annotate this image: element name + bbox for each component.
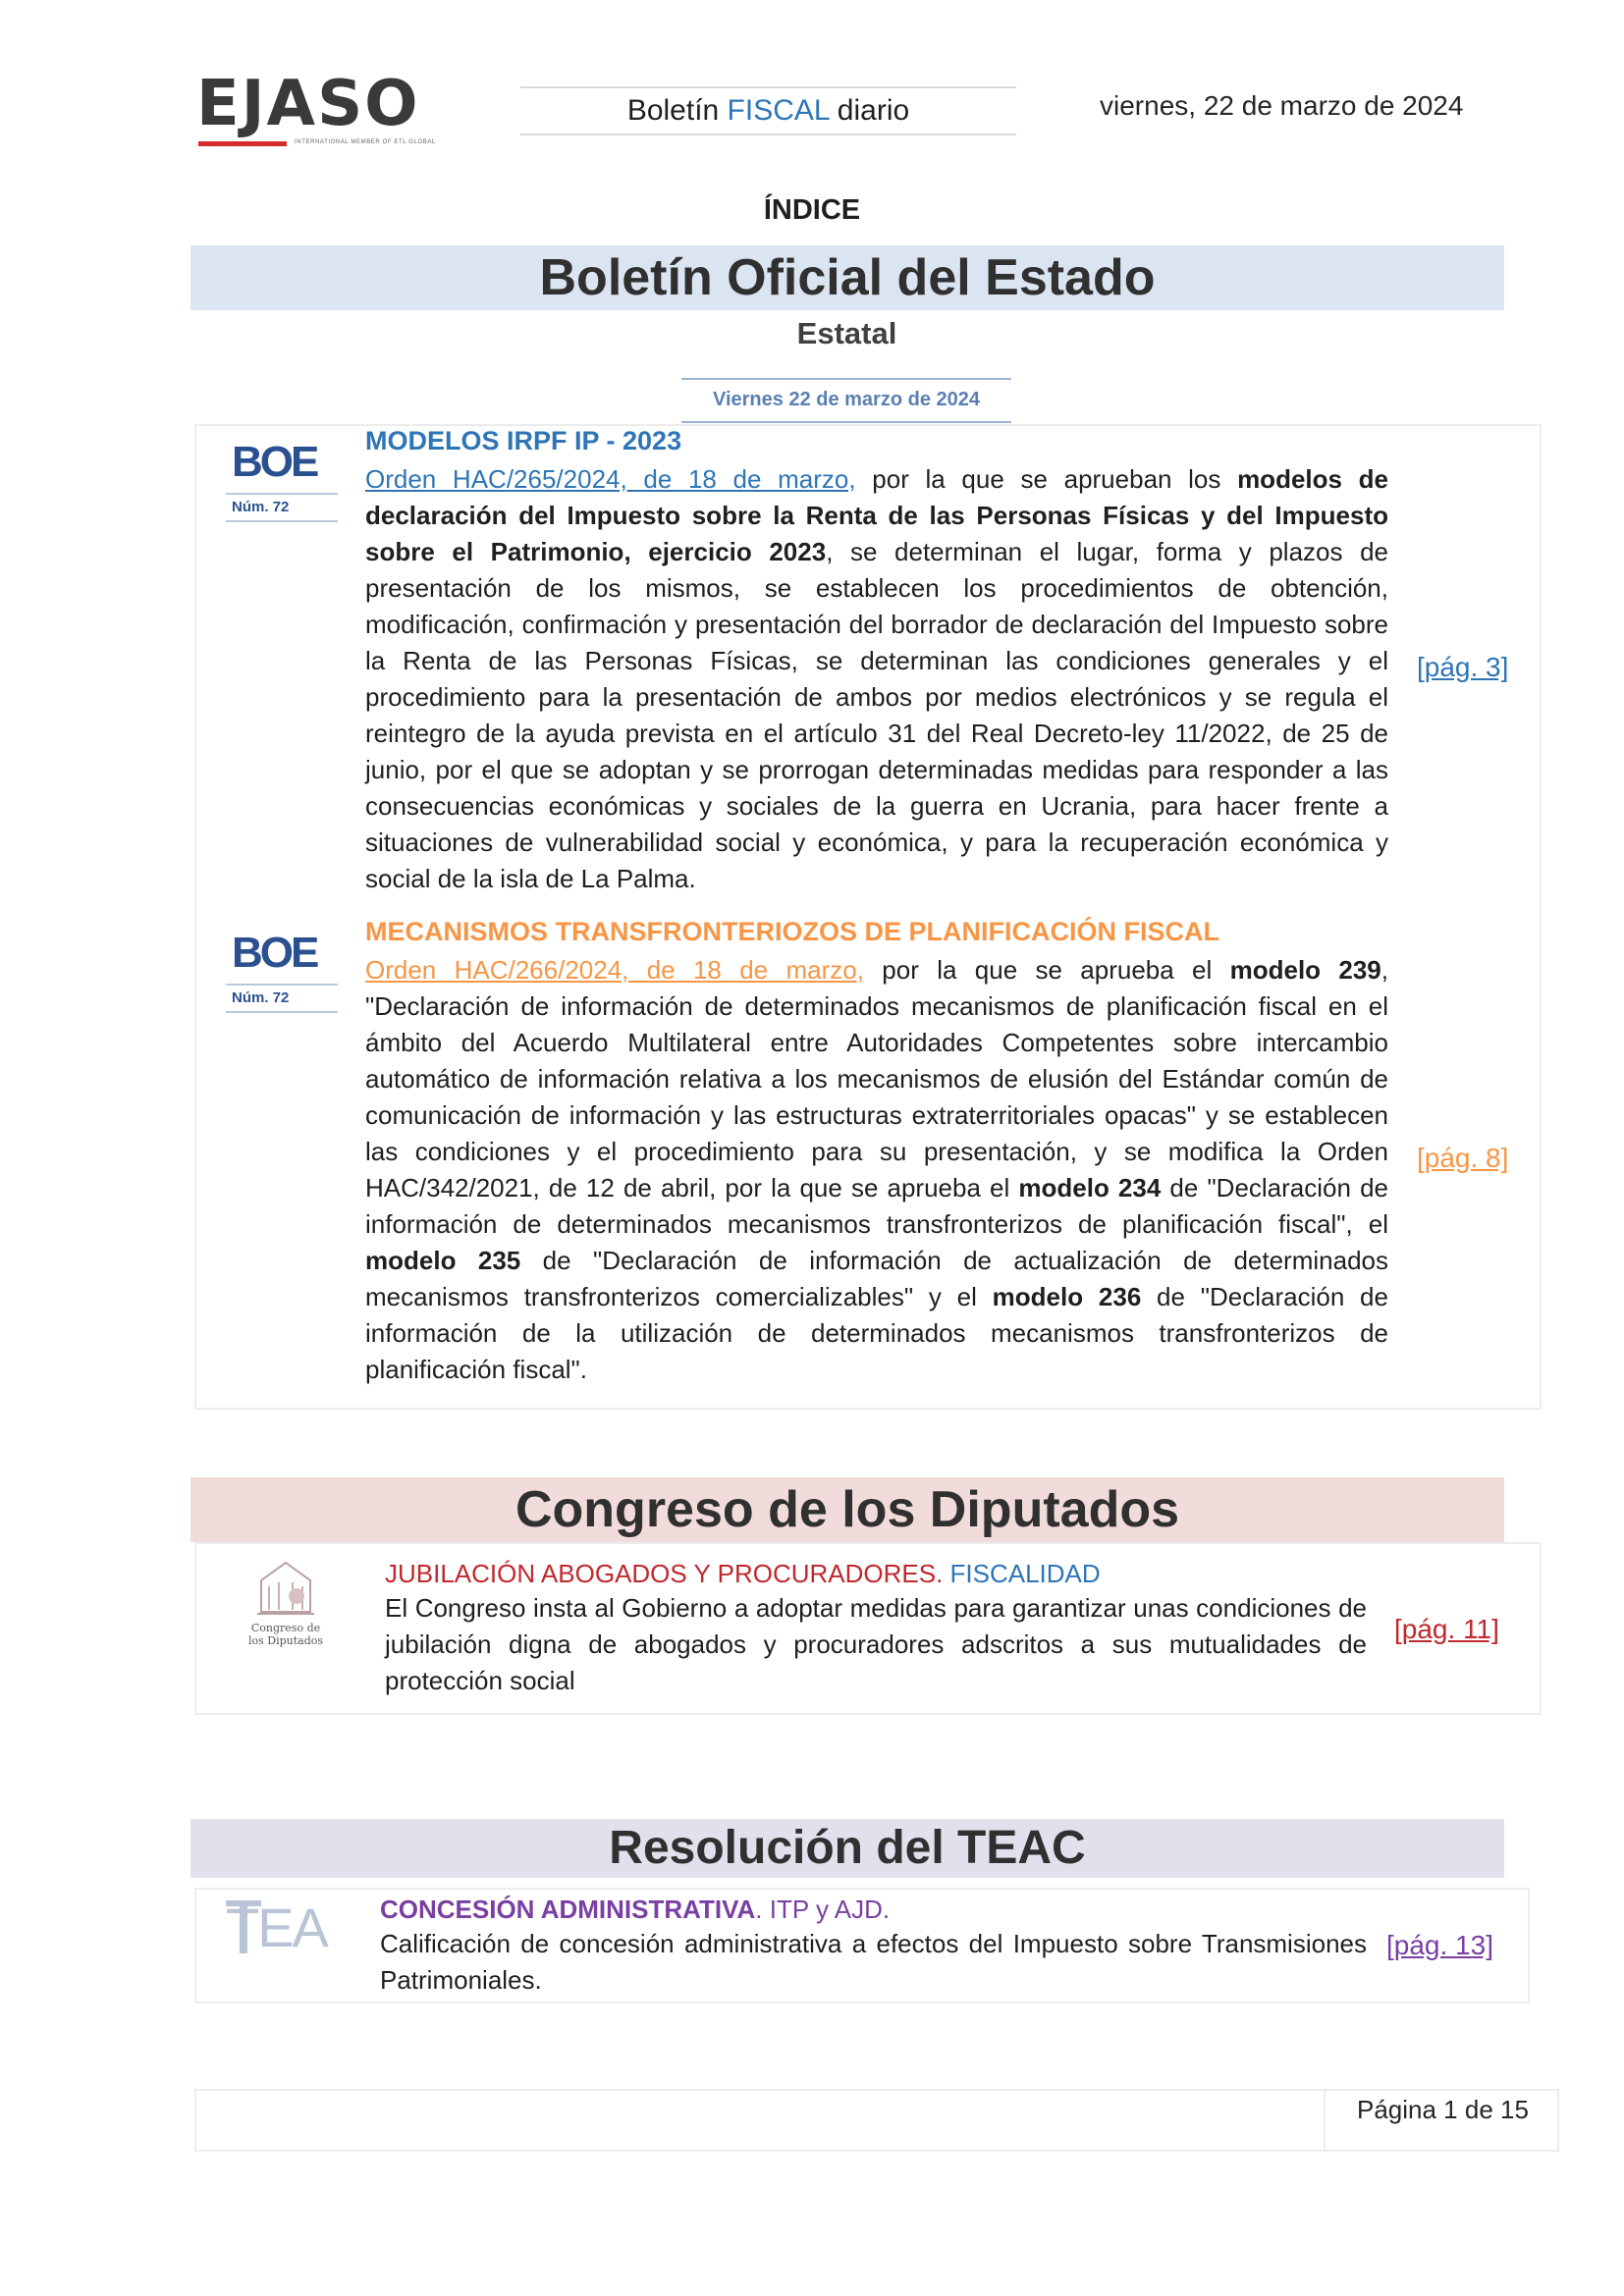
order-link[interactable]: Orden HAC/266/2024, de 18 de marzo, xyxy=(365,955,864,985)
boe-badge-icon xyxy=(226,438,338,516)
logo-wordmark: EJASO xyxy=(196,68,420,140)
entry-text: de "Declaración de información de la utilización de determinados mecanismos transfronterizos de planificación fiscal". xyxy=(365,1282,1388,1384)
page-link-3[interactable]: [pág. 3] xyxy=(1417,652,1509,682)
page-link-13[interactable]: [pág. 13] xyxy=(1386,1930,1493,1960)
boe-section-title: Boletín Oficial del Estado xyxy=(190,245,1504,310)
entry-bold-text: modelo 234 xyxy=(1018,1173,1162,1202)
boe-badge-number: Núm. 72 xyxy=(232,989,290,1006)
entry-title: MODELOS IRPF IP - 2023 xyxy=(365,426,682,455)
entry-bold-text: modelo 236 xyxy=(992,1282,1142,1311)
entry-bold-text: modelo 235 xyxy=(365,1246,521,1275)
bulletin-title xyxy=(520,86,1016,135)
bulletin-accent: FISCAL xyxy=(727,94,830,127)
badge-divider xyxy=(226,984,338,986)
boe-badge-number: Núm. 72 xyxy=(232,499,290,515)
entry-body xyxy=(365,952,1388,1388)
entry-title-main: CONCESIÓN ADMINISTRATIVA xyxy=(380,1895,756,1924)
teac-section-title: Resolución del TEAC xyxy=(190,1819,1504,1878)
boe-badge-icon xyxy=(226,929,338,1007)
congreso-logo-text xyxy=(232,1622,340,1647)
boe-date-tab: Viernes 22 de marzo de 2024 xyxy=(681,378,1011,423)
header-date: viernes, 22 de marzo de 2024 xyxy=(1100,90,1464,121)
entry-body: Calificación de concesión administrativa a efectos del Impuesto sobre Transmisiones Patrimoniales. xyxy=(380,1929,1367,1995)
entry-text: de "Declaración de información de determinados mecanismos transfronterizos de planificación fiscal", el xyxy=(365,1173,1388,1239)
entry-text: de "Declaración de información de actualización de determinados mecanismos transfronterizos comercializables" y el xyxy=(365,1246,1388,1311)
entry-title-tag: FISCALIDAD xyxy=(943,1559,1101,1588)
bulletin-prefix: Boletín xyxy=(626,94,728,127)
entry-title: MECANISMOS TRANSFRONTERIOZOS DE PLANIFICACIÓN FISCAL xyxy=(365,917,1219,946)
boe-badge-word: BOE xyxy=(232,438,317,486)
page-link-8[interactable]: [pág. 8] xyxy=(1417,1143,1509,1173)
teac-logo-icon xyxy=(222,1893,336,1961)
logo-line: los Diputados xyxy=(247,1634,324,1647)
entry-body: El Congreso insta al Gobierno a adoptar medidas para garantizar unas condiciones de jubilación digna de abogados y procuradores adscritos a sus mutualidades de protección social xyxy=(385,1593,1367,1695)
order-link[interactable]: Orden HAC/265/2024, de 18 de marzo, xyxy=(365,464,856,494)
entry-body xyxy=(365,461,1388,897)
entry-bold-text: modelo 239 xyxy=(1229,955,1381,985)
boe-subtitle: Estatal xyxy=(796,316,897,350)
congreso-entry xyxy=(385,1557,1367,1699)
congreso-logo-icon xyxy=(232,1553,340,1651)
boe-entry-2 xyxy=(365,915,1388,1388)
congreso-section-title: Congreso de los Diputados xyxy=(190,1477,1504,1542)
badge-divider xyxy=(226,1011,338,1013)
bulletin-suffix: diario xyxy=(829,94,910,127)
footer-box xyxy=(194,2089,1559,2152)
teac-entry xyxy=(380,1893,1367,1999)
boe-badge-word: BOE xyxy=(232,929,317,977)
entry-text: por la que se aprueban los xyxy=(855,464,1238,494)
entry-text: por la que se aprueba el xyxy=(863,955,1230,985)
entry-title xyxy=(380,1893,1367,1926)
entry-text: , se determinan el lugar, forma y plazos de presentación de los mismos, se establecen los procedimientos de obtención, modificación, confirmación y presentación del borrador de declaración del Impuesto sobre la Renta de las Personas Físicas, se determinan las condiciones generales y el procedimiento para la presentación de ambos por medios electrónicos y se regula el reintegro de la ayuda prevista en el artículo 31 del Real Decreto-ley 11/2022, de 25 de junio, por el que se adoptan y se prorrogan determinadas medidas para responder a las consecuencias económicas y sociales de la guerra en Ucrania, para hacer frente a situaciones de vulnerabilidad social y económica, y para la recuperación económica y social de la isla de La Palma. xyxy=(365,537,1388,893)
entry-title xyxy=(385,1557,1367,1590)
badge-divider xyxy=(226,520,338,522)
logo-accent-bar xyxy=(198,141,287,146)
congreso-building-icon xyxy=(232,1553,340,1622)
entry-text: , "Declaración de información de determinados mecanismos de planificación fiscal en el ámbito del Acuerdo Multilateral entre Autoridades Competentes sobre intercambio automático de información relativa a los mecanismos de elusión del Estándar común de comunicación de información y las estructuras extraterritoriales opacas" y se establecen las condiciones y el procedimiento para su presentación, y se modifica la Orden HAC/342/2021, de 12 de abril, por la que se aprueba el xyxy=(365,955,1389,1202)
entry-title-main: JUBILACIÓN ABOGADOS Y PROCURADORES. xyxy=(385,1559,944,1588)
index-title: ÍNDICE xyxy=(763,194,861,226)
badge-divider xyxy=(226,493,338,495)
logo-line: Congreso de xyxy=(250,1622,321,1634)
ejaso-logo xyxy=(196,68,436,155)
footer-divider xyxy=(1324,2091,1326,2150)
logo-tagline: INTERNATIONAL MEMBER OF ETL GLOBAL xyxy=(295,139,436,145)
page-counter: Página 1 de 15 xyxy=(1357,2095,1529,2124)
entry-bold-text: modelos de declaración del Impuesto sobre la Renta de las Personas Físicas y del Impuesto sobre el Patrimonio, ejercicio 2023 xyxy=(365,464,1388,566)
boe-entry-1 xyxy=(365,424,1388,897)
entry-title-tag: . ITP y AJD. xyxy=(755,1895,891,1924)
teac-logo-text: TEA xyxy=(226,1896,327,1958)
page-link-11[interactable]: [pág. 11] xyxy=(1394,1614,1499,1644)
